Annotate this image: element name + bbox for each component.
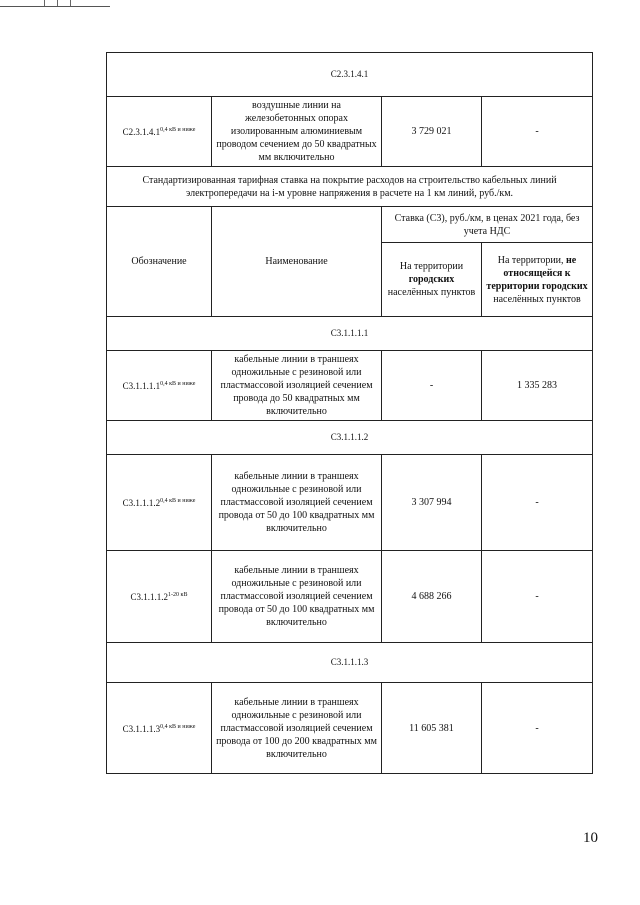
header-name: Наименование — [212, 207, 382, 317]
header-row-1 — [107, 207, 593, 243]
header-designation: Обозначение — [107, 207, 212, 317]
row-urban-value: - — [382, 351, 482, 421]
scan-artifact — [0, 0, 120, 8]
section-row — [107, 643, 593, 683]
row-code: $С3.1.1.1.2^{0,4 кВ и ниже}$ — [107, 455, 212, 551]
row-non-urban-value: 1 335 283 — [482, 351, 593, 421]
header-non-urban: На территории, не относящейся к территории городских населённых пунктов — [482, 243, 593, 317]
section-code: С2.3.1.4.1 — [107, 53, 593, 97]
table-row — [107, 351, 593, 421]
section-code: С3.1.1.1.1 — [107, 317, 593, 351]
table-row — [107, 551, 593, 643]
table-row — [107, 97, 593, 167]
row-urban-value: 3 307 994 — [382, 455, 482, 551]
row-non-urban-value: - — [482, 551, 593, 643]
row-code: $С2.3.1.4.1^{0,4 кВ и ниже}$ — [107, 97, 212, 167]
caption-row — [107, 167, 593, 207]
section-row — [107, 317, 593, 351]
header-urban: На территории городских населённых пунктов — [382, 243, 482, 317]
header-rate: Ставка (С3), руб./км, в ценах 2021 года, без учета НДС — [382, 207, 593, 243]
row-code: $С3.1.1.1.3^{0,4 кВ и ниже}$ — [107, 683, 212, 774]
row-code: $С3.1.1.1.2^{1-20 кВ}$ — [107, 551, 212, 643]
row-urban-value: 4 688 266 — [382, 551, 482, 643]
row-name: воздушные линии на железобетонных опорах изолированным алюминиевым проводом сечением до 50 квадратных мм включительно — [212, 97, 382, 167]
tariff-table — [106, 52, 593, 774]
row-code: $С3.1.1.1.1^{0,4 кВ и ниже}$ — [107, 351, 212, 421]
row-non-urban-value: - — [482, 455, 593, 551]
section-row — [107, 421, 593, 455]
row-urban-value: 11 605 381 — [382, 683, 482, 774]
row-urban-value: 3 729 021 — [382, 97, 482, 167]
table-row — [107, 683, 593, 774]
section-code: С3.1.1.1.2 — [107, 421, 593, 455]
section-code: С3.1.1.1.3 — [107, 643, 593, 683]
row-name: кабельные линии в траншеях одножильные с резиновой или пластмассовой изоляцией сечением провода от 50 до 100 квадратных мм включительно — [212, 551, 382, 643]
page-number: 10 — [583, 830, 598, 846]
row-name: кабельные линии в траншеях одножильные с резиновой или пластмассовой изоляцией сечением провода от 50 до 100 квадратных мм включительно — [212, 455, 382, 551]
row-non-urban-value: - — [482, 683, 593, 774]
table-caption: Стандартизированная тарифная ставка на покрытие расходов на строительство кабельных линий электропередачи на i-м уровне напряжения в расчете на 1 км линий, руб./км. — [107, 167, 593, 207]
section-row — [107, 53, 593, 97]
table-row — [107, 455, 593, 551]
row-name: кабельные линии в траншеях одножильные с резиновой или пластмассовой изоляцией сечением провода от 100 до 200 квадратных мм включительно — [212, 683, 382, 774]
row-non-urban-value: - — [482, 97, 593, 167]
row-name: кабельные линии в траншеях одножильные с резиновой или пластмассовой изоляцией сечением провода до 50 квадратных мм включительно — [212, 351, 382, 421]
